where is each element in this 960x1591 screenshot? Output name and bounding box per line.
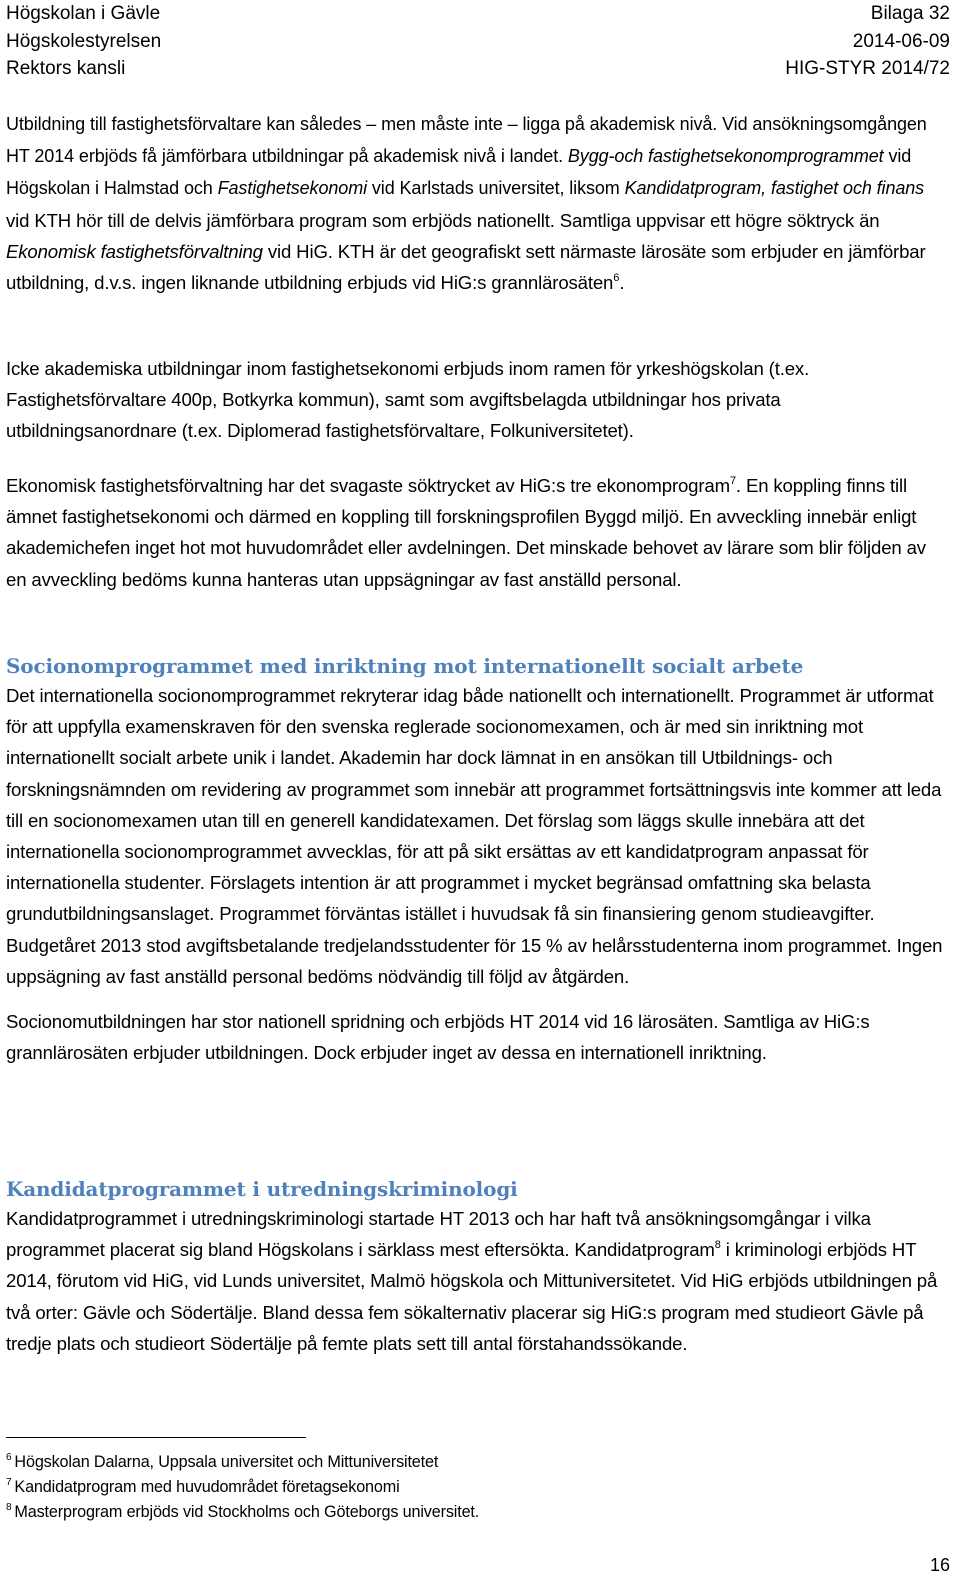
p1-program-fastighetsekonomi: Fastighetsekonomi [217, 178, 367, 199]
header-office: Rektors kansli [6, 58, 126, 79]
page-number: 16 [929, 1555, 950, 1575]
p1-text-e: vid Karlstads universitet, liksom [367, 178, 625, 199]
header-board: Högskolestyrelsen [6, 31, 162, 52]
footnote-text: Masterprogram erbjöds vid Stockholms och Göteborgs universitet. [14, 1503, 480, 1521]
footnote-number: 6 [6, 1452, 12, 1463]
paragraph-non-academic [6, 353, 950, 447]
paragraph-discontinuation [6, 470, 950, 595]
paragraph-real-estate-programs [6, 108, 950, 298]
section-heading-kriminologi: Kandidatprogrammet i utredningskriminologi [6, 1177, 518, 1201]
p1-program-bygg: Bygg-och fastighetsekonomprogrammet [567, 146, 884, 167]
section2-text-b: i kriminologi erbjöds HT 2014, förutom vid HiG, vid Lunds universitet, Malmö högskola och Mittuniversitetet. Vid HiG erbjöds utbildningen på två orter: Gävle och Södertälje. Bland dessa fem sökalternativ placerar sig HiG:s program med studieort Gävle på tredje plats och studieort Södertälje på femte plats sett till antal förstahandssökande. [6, 1239, 938, 1354]
p3-text-b: . En koppling finns till ämnet fastighetsekonomi och därmed en koppling till forskningsprofilen Byggd miljö. En avveckling innebär enligt akademichefen inget hot mot huvudområdet eller avdelningen. Det minskade behovet av lärare som blir följden av en avveckling bedöms kunna hanteras utan uppsägningar av fast anställd personal. [6, 475, 926, 590]
footnote-ref-8: 8 [714, 1239, 721, 1252]
footnote-8 [6, 1500, 479, 1524]
footnote-text: Kandidatprogram med huvudområdet företagsekonomi [14, 1478, 400, 1496]
section-kriminologi [6, 1175, 950, 1359]
footnote-6 [6, 1450, 438, 1474]
section2-text-a: Kandidatprogrammet i utredningskriminologi startade HT 2013 och har haft två ansökningsomgångar i vilka programmet placerat sig bland Högskolans i särklass mest eftersökta. Kandidatprogram [6, 1208, 871, 1261]
p3-text-a: Ekonomisk fastighetsförvaltning har det svagaste söktrycket av HiG:s tre ekonomprogram [6, 475, 730, 496]
section-heading-socionom: Socionomprogrammet med inriktning mot internationellt socialt arbete [6, 654, 804, 678]
header-reference: HIG-STYR 2014/72 [785, 58, 950, 79]
header-date: 2014-06-09 [852, 31, 950, 52]
p1-text-a: Utbildning till fastighetsförvaltare kan således – men måste inte – ligga på akademisk nivå. Vid ansökningsomgången HT 2014 erbjöds få jämförbara utbildningar på akademisk nivå i landet. [6, 114, 927, 167]
p1-text-g: vid KTH hör till de delvis jämförbara program som erbjöds nationellt. Samtliga uppvisar ett högre söktryck än [6, 209, 880, 231]
header-institution: Högskolan i Gävle [6, 3, 161, 24]
section1-paragraph-2: Socionomutbildningen har stor nationell spridning och erbjöds HT 2014 vid 16 lärosäten. Samtliga av HiG:s grannlärosäten erbjuder utbildningen. Dock erbjuder inget av dessa en internationell inriktning. [6, 1011, 870, 1064]
footnote-text: Högskolan Dalarna, Uppsala universitet och Mittuniversitetet [14, 1453, 439, 1471]
section-socionom [6, 652, 950, 1068]
footnote-number: 8 [6, 1502, 12, 1513]
p1-text-i: vid HiG. KTH är det geografiskt sett närmaste lärosäte som erbjuder en jämförbar utbildning, d.v.s. ingen liknande utbildning erbjuds vid HiG:s grannlärosäten [6, 240, 926, 294]
footnote-7 [6, 1475, 400, 1499]
footnote-ref-7: 7 [729, 475, 736, 487]
p1-text-j: . [619, 272, 625, 294]
footnote-ref-6: 6 [613, 272, 620, 285]
p1-program-kth: Kandidatprogram, fastighet och finans [624, 178, 925, 199]
p2-text: Icke akademiska utbildningar inom fastighetsekonomi erbjuds inom ramen för yrkeshögskolan (t.ex. Fastighetsförvaltare 400p, Botkyrka kommun), samt som avgiftsbelagda utbildningar hos privata utbildningsanordnare (t.ex. Diplomerad fastighetsförvaltare, Folkuniversitetet). [6, 358, 810, 442]
footnote-divider [6, 1437, 306, 1438]
footnote-number: 7 [6, 1477, 12, 1488]
p1-text-c: vid Högskolan i Halmstad och [6, 146, 912, 199]
p1-program-hig: Ekonomisk fastighetsförvaltning [6, 240, 263, 262]
section1-paragraph-1: Det internationella socionomprogrammet rekryterar idag både nationellt och internationellt. Programmet är utformat för att uppfylla examenskraven för den svenska reglerade socionomexamen, och är med sin inriktning mot internationellt socialt arbete unik i landet. Akademin har dock lämnat in en ansökan till Utbildnings- och forskningsnämnden om revidering av programmet som innebär att programmet fortsättningsvis inte kommer att leda till en socionomexamen utan till en generell kandidatexamen. Det förslag som läggs skulle innebära att det internationella socionomprogrammet avvecklas, för att på sikt ersättas av ett kandidatprogram anpassat för internationella studenter. Förslagets intention är att programmet i mycket begränsad omfattning ska belasta grundutbildningsanslaget. Programmet förväntas istället i huvudsak få sin finansiering genom studieavgifter. Budgetåret 2013 stod avgiftsbetalande tredjelandsstudenter för 15 % av helårsstudenterna inom programmet. Ingen uppsägning av fast anställd personal bedöms nödvändig till följd av åtgärden. [6, 685, 943, 987]
header-attachment: Bilaga 32 [870, 3, 950, 24]
